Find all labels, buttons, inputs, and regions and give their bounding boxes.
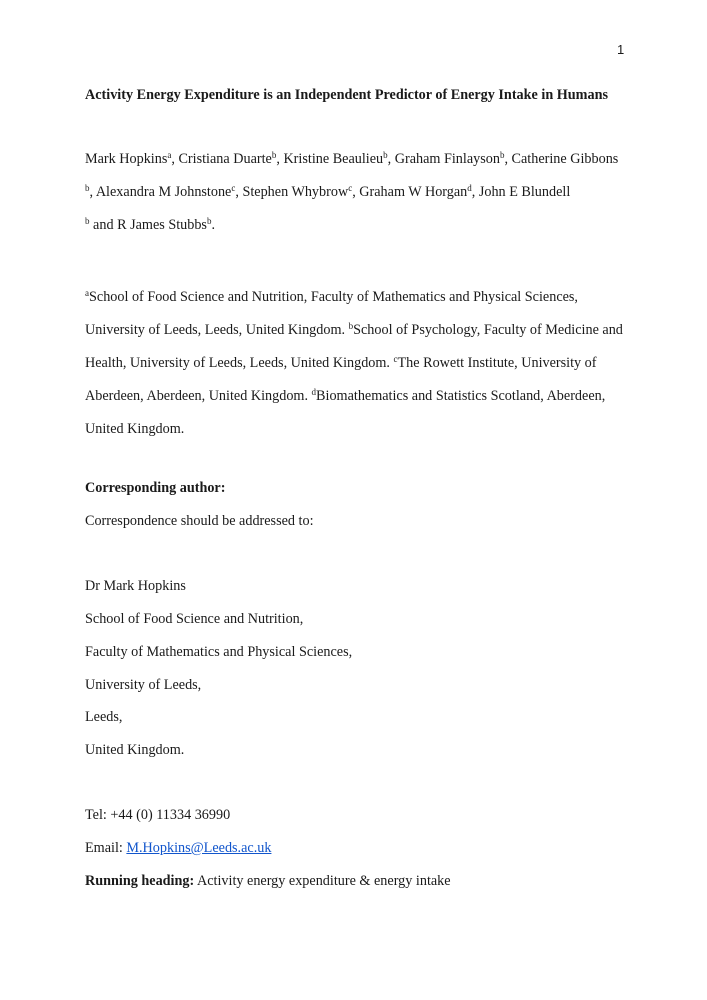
affiliation-b: $^b$School of Psychology, Faculty of Medicine and Health, University of Leeds, Leeds, United Kingdom. <box>85 321 623 371</box>
author-name: Graham Finlayson <box>394 151 500 167</box>
corresponding-intro: Correspondence should be addressed to: <box>85 513 314 529</box>
affiliation-mark: a <box>167 150 172 160</box>
address-line: Leeds, <box>85 709 123 725</box>
affiliation-mark: c <box>348 183 353 193</box>
affiliation-mark: b <box>383 150 388 160</box>
affiliation-mark: b <box>271 150 277 160</box>
address-line: University of Leeds, <box>85 677 202 693</box>
author-line-1: Mark Hopkins$^a$, Cristiana Duarte$^b$, Kristine Beaulieu$^b$, Graham Finlayson$^b$, Catherine Gibbons <box>85 150 619 167</box>
author-line-3: $^b$ and R James Stubbs$^b$. <box>85 216 216 233</box>
affiliation-mark: b <box>85 183 90 193</box>
affiliation-mark: b <box>499 150 505 160</box>
author-name: Alexandra M Johnstone <box>95 184 232 200</box>
author-name: Stephen Whybrow <box>242 184 349 200</box>
affiliation-mark: c <box>231 183 236 193</box>
affiliation-d: $^d$Biomathematics and Statistics Scotland, Aberdeen, United Kingdom. <box>85 387 606 437</box>
running-heading-label: Running heading: <box>85 873 195 889</box>
address-line: School of Food Science and Nutrition, <box>85 611 304 627</box>
email-link[interactable]: M.Hopkins@Leeds.ac.uk <box>126 840 272 856</box>
author-name: John E Blundell <box>478 184 571 200</box>
affiliation-a: $^a$School of Food Science and Nutrition, Faculty of Mathematics and Physical Sciences, University of Leeds, Leeds, United Kingdom. <box>85 288 578 338</box>
affiliation-c: $^c$The Rowett Institute, University of Aberdeen, Aberdeen, United Kingdom. <box>85 354 597 404</box>
paper-title: Activity Energy Expenditure is an Independent Predictor of Energy Intake in Humans <box>85 87 609 103</box>
address-line: United Kingdom. <box>85 742 185 758</box>
running-heading <box>85 872 451 890</box>
page-number: 1 <box>617 42 625 57</box>
affiliation-mark: d <box>467 183 472 193</box>
author-name: Kristine Beaulieu <box>283 151 384 167</box>
author-line-2: $^b$, Alexandra M Johnstone$^c$, Stephen Whybrow$^c$, Graham W Horgan$^d$, John E Blundell <box>85 183 571 200</box>
author-name: Catherine Gibbons <box>511 151 619 167</box>
affiliation-mark: b <box>85 216 90 226</box>
author-name: R James Stubbs <box>117 217 207 233</box>
corresponding-heading: Corresponding author: <box>85 480 226 496</box>
author-name: Mark Hopkins <box>85 151 168 167</box>
address-line: Faculty of Mathematics and Physical Sciences, <box>85 644 353 660</box>
affiliation-mark: b <box>206 216 212 226</box>
address-line: Dr Mark Hopkins <box>85 578 186 594</box>
running-heading-text: Activity energy expenditure & energy intake <box>194 873 451 889</box>
author-name: Cristiana Duarte <box>178 151 272 167</box>
email-label: Email: <box>85 840 127 856</box>
author-name: Graham W Horgan <box>359 184 468 200</box>
email-line <box>85 839 271 857</box>
affiliations <box>85 281 635 446</box>
telephone: Tel: +44 (0) 11334 36990 <box>85 807 231 823</box>
